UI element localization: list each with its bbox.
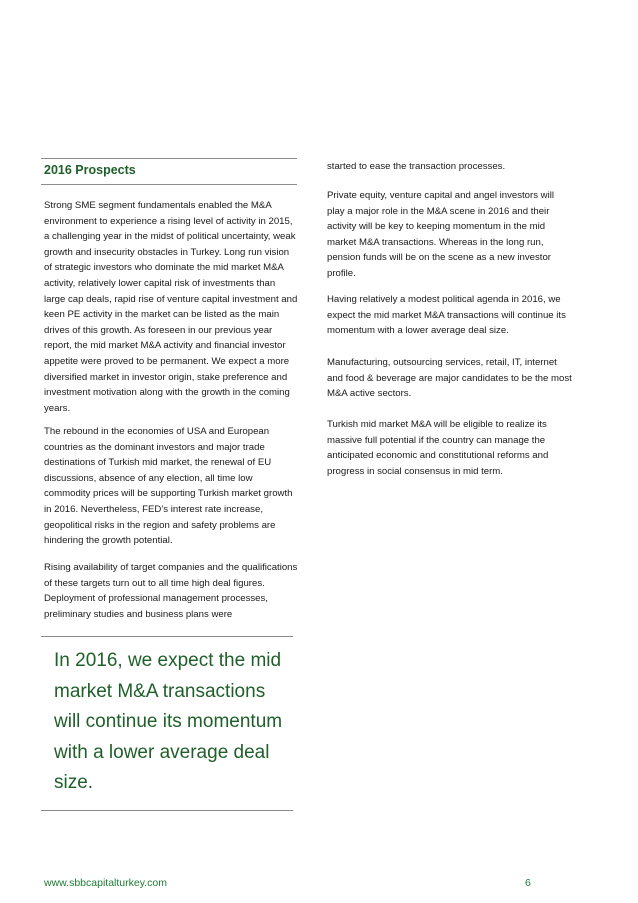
right-paragraph-1: started to ease the transaction processes. <box>327 161 506 172</box>
page-number: 6 <box>525 877 531 889</box>
left-paragraph-2: The rebound in the economies of USA and European countries as the dominant investors and major trade destinations of Turkish mid market, the renewal of EU discussions, absence of any election, all time low commodity prices will be supporting Turkish market growth in 2016. Nevertheless, FED’s interest rate increase, geopolitical risks in the region and safety problems are hindering the growth potential. <box>44 426 293 547</box>
right-paragraph-3: Having relatively a modest political agenda in 2016, we expect the mid market M&A transactions will continue its momentum with a lower average deal size. <box>327 294 566 337</box>
quote-bottom-rule <box>41 810 293 811</box>
right-paragraph-2: Private equity, venture capital and angel investors will play a major role in the M&A scene in 2016 and their activity will be key to keeping momentum in the mid market M&A transactions. Whereas in the long run, pension funds will be on the scene as a new investor profile. <box>327 190 554 279</box>
section-heading: 2016 Prospects <box>44 163 136 177</box>
left-paragraph-1: Strong SME segment fundamentals enabled the M&A environment to experience a rising level of activity in 2015, a challenging year in the midst of political uncertainty, weak growth and insecurity obstacles in Turkey. Long run vision of strategic investors who dominate the mid market M&A activity, relatively lower capital risk of investments than large cap deals, rapid rise of venture capital investment and keen PE activity in the market can be listed as the main drives of this growth. As foreseen in our previous year report, the mid market M&A activity and financial investor appetite were proved to be permanent. We expect a more diversified market in investor origin, stake preference and investment motivation along with the growth in the coming years. <box>44 200 298 414</box>
section-heading-rule <box>41 184 297 185</box>
quote-top-rule <box>41 636 293 637</box>
pull-quote: In 2016, we expect the mid market M&A transactions will continue its momentum with a lower average deal size. <box>54 650 283 793</box>
section-top-rule <box>41 158 297 159</box>
footer-website-link[interactable]: www.sbbcapitalturkey.com <box>44 877 167 889</box>
left-paragraph-3: Rising availability of target companies and the qualifications of these targets turn out to all time high deal figures. Deployment of professional management processes, preliminary studies and business plans were <box>44 562 298 620</box>
right-paragraph-4: Manufacturing, outsourcing services, retail, IT, internet and food & beverage are major candidates to be the most M&A active sectors. <box>327 357 572 400</box>
right-paragraph-5: Turkish mid market M&A will be eligible to realize its massive full potential if the country can manage the anticipated economic and constitutional reforms and progress in social consensus in mid term. <box>327 419 549 477</box>
